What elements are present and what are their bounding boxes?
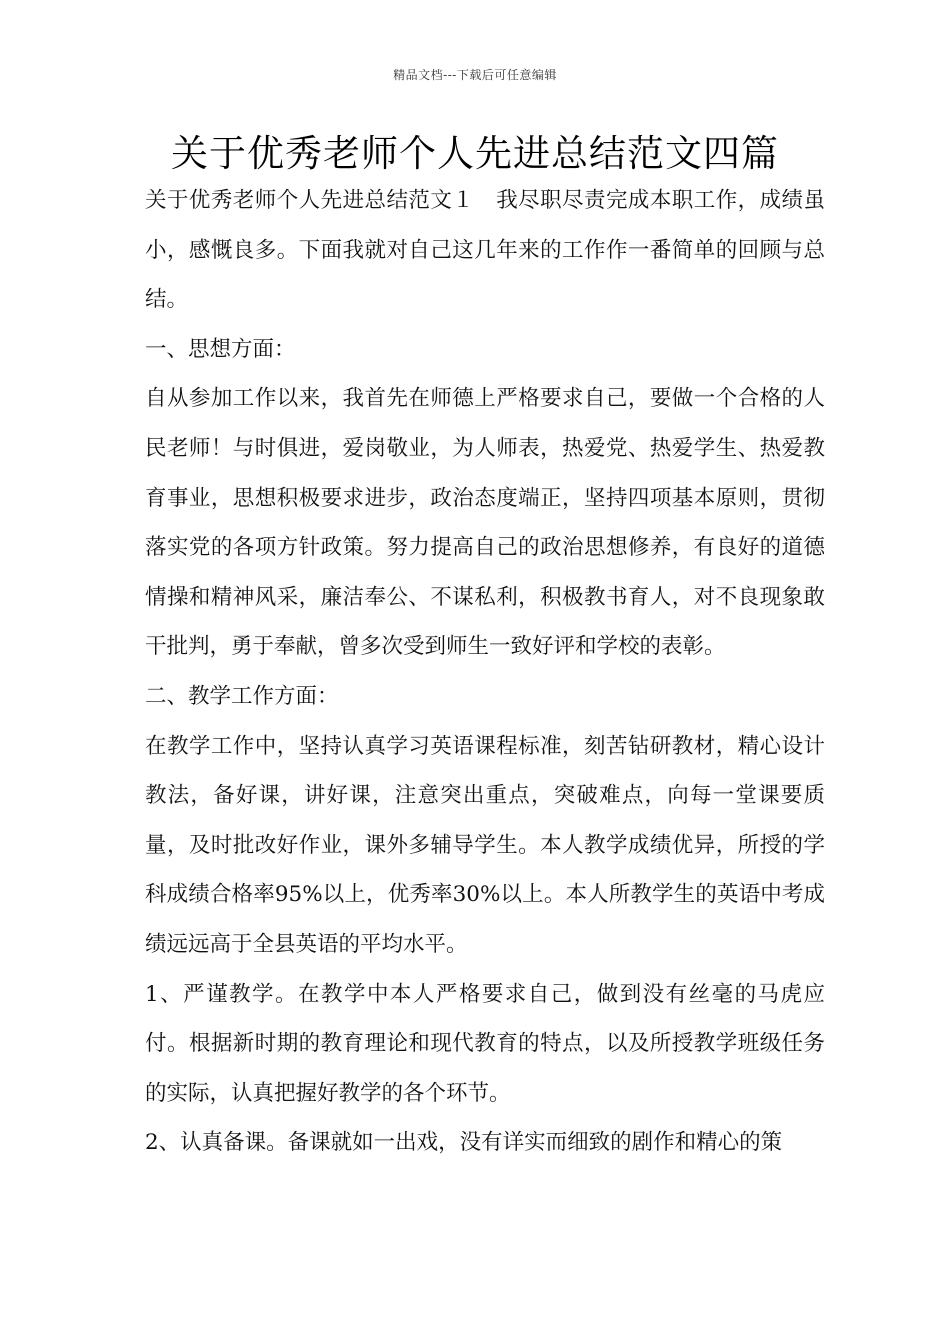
- paragraph-teaching: 在教学工作中，坚持认真学习英语课程标准，刻苦钻研教材，精心设计教法，备好课，讲好课，注意突出重点，突破难点，向每一堂课要质量，及时批改好作业，课外多辅导学生。本人教学成绩优异，所授的学科成绩合格率95%以上，优秀率30%以上。本人所教学生的英语中考成绩远远高于全县英语的平均水平。: [145, 733, 825, 957]
- paragraph-rigorous-teaching: 1、严谨教学。在教学中本人严格要求自己，做到没有丝毫的马虎应付。根据新时期的教育理论和现代教育的特点，以及所授教学班级任务的实际，认真把握好教学的各个环节。: [145, 981, 825, 1106]
- section-heading-teaching: 二、教学工作方面：: [145, 683, 339, 709]
- paragraph-thought: 自从参加工作以来，我首先在师德上严格要求自己，要做一个合格的人民老师！与时俱进，爱岗敬业，为人师表，热爱党、热爱学生、热爱教育事业，思想积极要求进步，政治态度端正，坚持四项基本原则，贯彻落实党的各项方针政策。努力提高自己的政治思想修养，有良好的道德情操和精神风采，廉洁奉公、不谋私利，积极教书育人，对不良现象敢干批判，勇于奉献，曾多次受到师生一致好评和学校的表彰。: [145, 386, 825, 660]
- paragraph-intro: 关于优秀老师个人先进总结范文１ 我尽职尽责完成本职工作，成绩虽小，感慨良多。下面我就对自己这几年来的工作作一番简单的回顾与总结。: [145, 188, 825, 313]
- document-title: 关于优秀老师个人先进总结范文四篇: [171, 132, 779, 175]
- paragraph-lesson-prep: 2、认真备课。备课就如一出戏，没有详实而细致的剧作和精心的策: [145, 1130, 783, 1156]
- page-header: 精品文档---下载后可任意编辑: [393, 68, 557, 82]
- section-heading-thought: 一、思想方面：: [145, 336, 296, 362]
- document-body: [145, 176, 825, 1168]
